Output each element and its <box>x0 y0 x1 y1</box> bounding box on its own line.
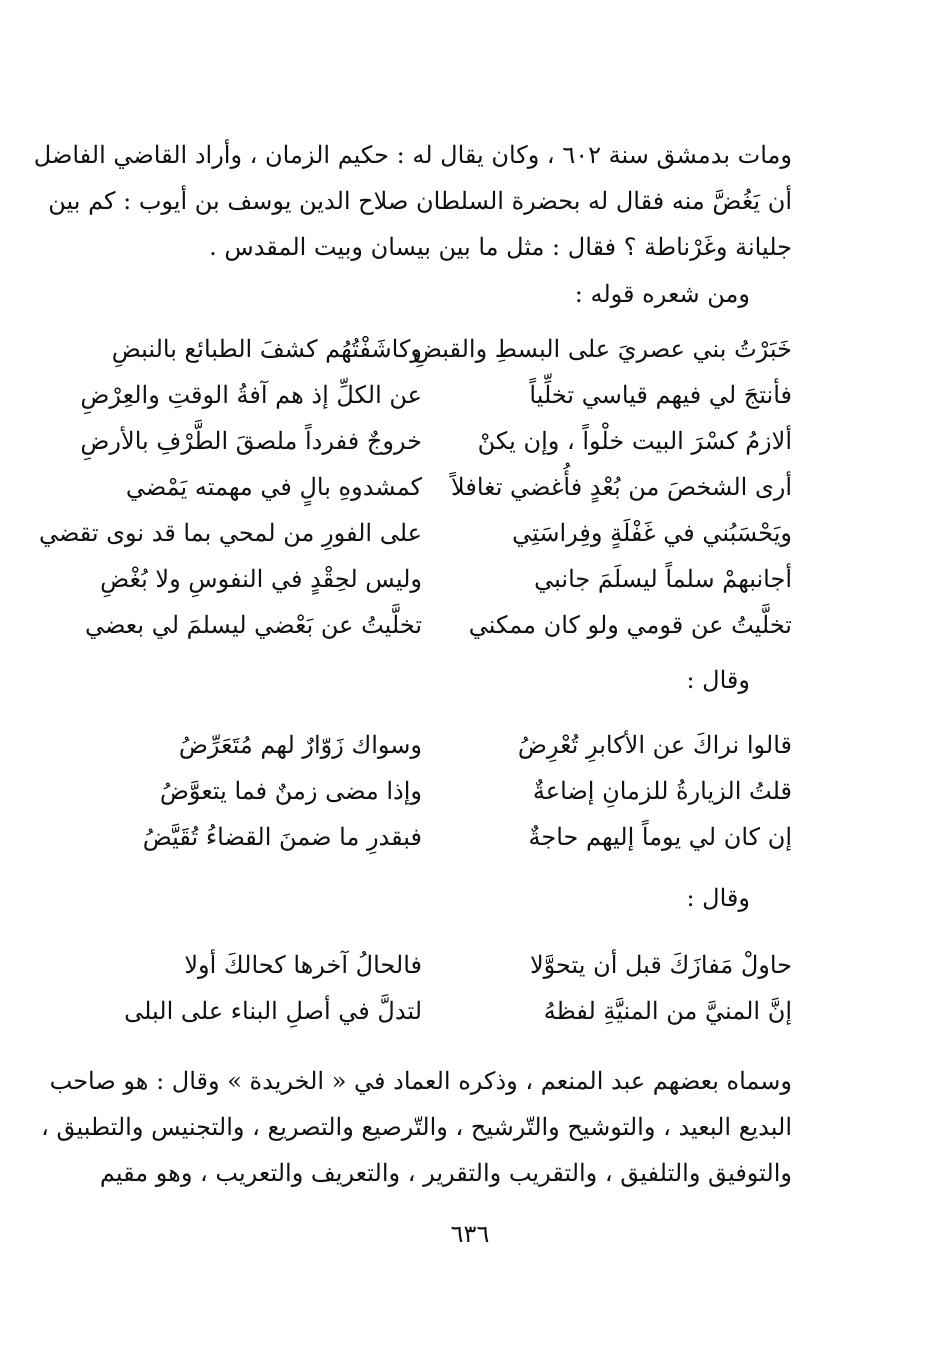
second-hemistich: عن الكلِّ إذ هم آفةُ الوقتِ والعِرْضِ <box>80 381 422 409</box>
first-hemistich: حاولْ مَفازَكَ قبل أن يتحوَّلا <box>529 951 792 979</box>
first-hemistich: خَبَرْتُ بني عصريَ على البسطِ والقبضِ <box>412 335 792 363</box>
paragraph-line: والتوفيق والتلفيق ، والتقريب والتقرير ، والتعريف والتعريب ، وهو مقيم <box>99 1159 792 1187</box>
second-hemistich: خروجٌ ففرداً ملصقَ الطَّرْفِ بالأرضِ <box>80 427 422 455</box>
poem-3 <box>92 942 792 1034</box>
second-hemistich: وإذا مضى زمنٌ فما يتعوَّضُ <box>159 777 422 805</box>
page-number: ٦٣٦ <box>450 1220 490 1248</box>
second-hemistich: فبقدرِ ما ضمنَ القضاءُ تُقَيَّضُ <box>142 823 422 851</box>
paragraph-line: جليانة وغَرْناطة ؟ فقال : مثل ما بين بيسان وبيت المقدس . <box>209 233 792 261</box>
closing-paragraph <box>41 1058 792 1196</box>
paragraph-line: أن يَغُضَّ منه فقال له بحضرة السلطان صلاح الدين يوسف بن أيوب : كم بين <box>48 187 792 215</box>
poem-intro-1: ومن شعره قوله : <box>574 280 750 308</box>
poem-1 <box>38 326 792 648</box>
first-hemistich: تخلَّيتُ عن قومي ولو كان ممكني <box>468 611 792 639</box>
poem-intro-2: وقال : <box>686 666 750 694</box>
first-hemistich: قالوا نراكَ عن الأكابرِ تُعْرِضُ <box>517 731 792 759</box>
verse-line <box>38 510 792 556</box>
verse-line <box>84 602 792 648</box>
first-hemistich: فأنتجَ لي فيهم قياسي تخلِّياً <box>529 381 792 409</box>
paragraph-line: وسماه بعضهم عبد المنعم ، وذكره العماد في « الخريدة » وقال : هو صاحب <box>49 1067 792 1095</box>
verse-line <box>92 814 792 860</box>
second-hemistich: كمشدوهِ بالٍ في مهمته يَمْضي <box>125 473 422 501</box>
second-hemistich: وليس لحِقْدٍ في النفوسِ ولا بُغْضِ <box>100 565 422 593</box>
verse-line <box>92 326 792 372</box>
verse-line <box>92 722 792 768</box>
paragraph-line: البديع البعيد ، والتوشيح والتّرشيح ، والتّرصيع والتصريع ، والتجنيس والتطبيق ، <box>41 1113 792 1141</box>
verse-line <box>92 556 792 602</box>
first-hemistich: إن كان لي يوماً إليهم حاجةٌ <box>528 823 792 851</box>
second-hemistich: وكاشَفْتُهُم كشفَ الطبائع بالنبضِ <box>111 335 422 363</box>
first-hemistich: قلتُ الزيارةُ للزمانِ إضاعةٌ <box>532 777 792 805</box>
first-hemistich: ويَحْسَبُني في غَفْلَةٍ وفِراسَتِي <box>512 519 792 547</box>
poem-intro-3: وقال : <box>686 884 750 912</box>
verse-line <box>92 464 792 510</box>
second-hemistich: فالحالُ آخرها كحالكَ أولا <box>184 951 422 979</box>
first-hemistich: ألازمُ كسْرَ البيت خلْواً ، وإن يكنْ <box>477 427 792 455</box>
second-hemistich: على الفورِ من لمحي بما قد نوى تقضي <box>38 519 422 547</box>
verse-line <box>92 988 792 1034</box>
second-hemistich: لتدلَّ في أصلِ البناء على البلى <box>124 997 422 1025</box>
verse-line <box>92 942 792 988</box>
verse-line <box>80 372 792 418</box>
first-hemistich: إنَّ المنيَّ من المنيَّةِ لفظهُ <box>543 997 792 1025</box>
first-hemistich: أجانبهمْ سلماً ليسلَمَ جانبي <box>534 565 792 593</box>
second-hemistich: وسواك زَوّارٌ لهم مُتَعَرِّضُ <box>178 731 422 759</box>
verse-line <box>80 418 792 464</box>
poem-2 <box>92 722 792 860</box>
second-hemistich: تخلَّيتُ عن بَعْضي ليسلمَ لي بعضي <box>84 611 422 639</box>
opening-paragraph <box>33 132 792 270</box>
paragraph-line: ومات بدمشق سنة ٦٠٢ ، وكان يقال له : حكيم الزمان ، وأراد القاضي الفاضل <box>33 141 792 169</box>
verse-line <box>92 768 792 814</box>
first-hemistich: أرى الشخصَ من بُعْدٍ فأُغضي تغافلاً <box>451 473 792 501</box>
